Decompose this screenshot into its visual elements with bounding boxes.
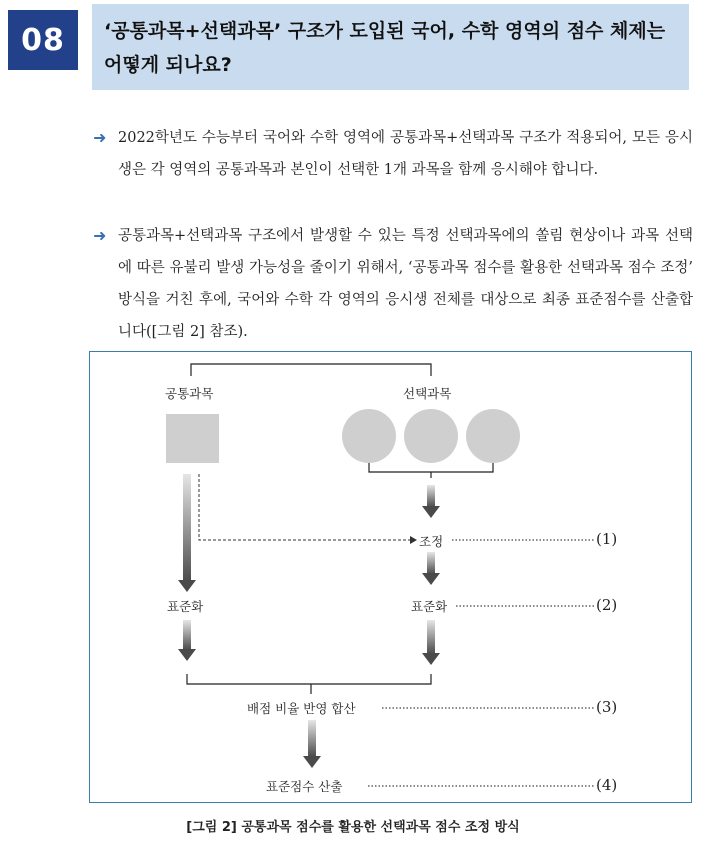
step-number-3: (3) [596,698,618,716]
bullet-text-1: 2022학년도 수능부터 국어와 수학 영역에 공통과목+선택과목 구조가 적용되어, 모든 응시생은 각 영역의 공통과목과 본인이 선택한 1개 과목을 함께 응시해야 합니다. [118,130,693,178]
right-arrow-shaft-3 [427,620,435,654]
elective-circle-1 [342,409,396,463]
figure-caption: [그림 2] 공통과목 점수를 활용한 선택과목 점수 조정 방식 [186,820,520,835]
final-arrow-head [303,756,321,768]
question-number-badge: 08 [8,10,78,70]
right-arrow-head-1 [422,506,440,518]
elective-circle-2 [404,409,458,463]
top-bracket [191,364,431,376]
right-arrow-head-3 [422,653,440,665]
arrow-right-icon: ➜ [93,226,107,245]
common-subject-square [166,414,219,463]
elective-circle-3 [466,409,520,463]
question-title-box [92,4,689,90]
arrow-right-icon: ➜ [93,128,107,147]
step-number-1: (1) [596,530,618,548]
standardize-right-label: 표준화 [411,599,448,614]
flow-diagram [90,352,693,804]
bullet-text-2: 공통과목+선택과목 구조에서 발생할 수 있는 특정 선택과목에의 쏠림 현상이나 과목 선택에 따른 유불리 발생 가능성을 줄이기 위해서, ‘공통과목 점수를 활용한 선택과목 점수 조정’ 방식을 거친 후에, 국어와 수학 각 영역의 응시생 전체를 대상으로 최종 표준점수를 산출합니다([그림 2] 참조). [118,228,693,340]
bullet-item-1 [93,122,693,186]
step-number-2: (2) [596,596,618,614]
common-subject-label: 공통과목 [165,386,214,401]
dashed-connector [199,474,410,540]
right-arrow-head-2 [422,573,440,585]
bottom-bracket [187,674,431,694]
question-title: ‘공통과목+선택과목’ 구조가 도입된 국어, 수학 영역의 점수 체제는 어떻게 되나요? [104,20,666,76]
final-score-label: 표준점수 산출 [266,779,343,794]
figure-box [89,351,692,803]
right-arrow-shaft-2 [427,552,435,574]
bullet-item-2 [93,220,693,348]
left-arrow-shaft-1 [183,474,191,582]
step-number-4: (4) [596,776,618,794]
standardize-left-label: 표준화 [167,599,204,614]
left-arrow-shaft-2 [183,620,191,650]
circles-bracket [369,463,493,478]
dashed-arrow-head [410,536,417,544]
left-arrow-head-1 [178,580,196,592]
sum-label: 배점 비율 반영 합산 [247,701,356,716]
adjust-label: 조정 [419,534,444,549]
elective-subject-label: 선택과목 [403,386,452,401]
right-arrow-shaft-1 [427,485,435,507]
left-arrow-head-2 [178,649,196,661]
final-arrow-shaft [308,720,316,757]
